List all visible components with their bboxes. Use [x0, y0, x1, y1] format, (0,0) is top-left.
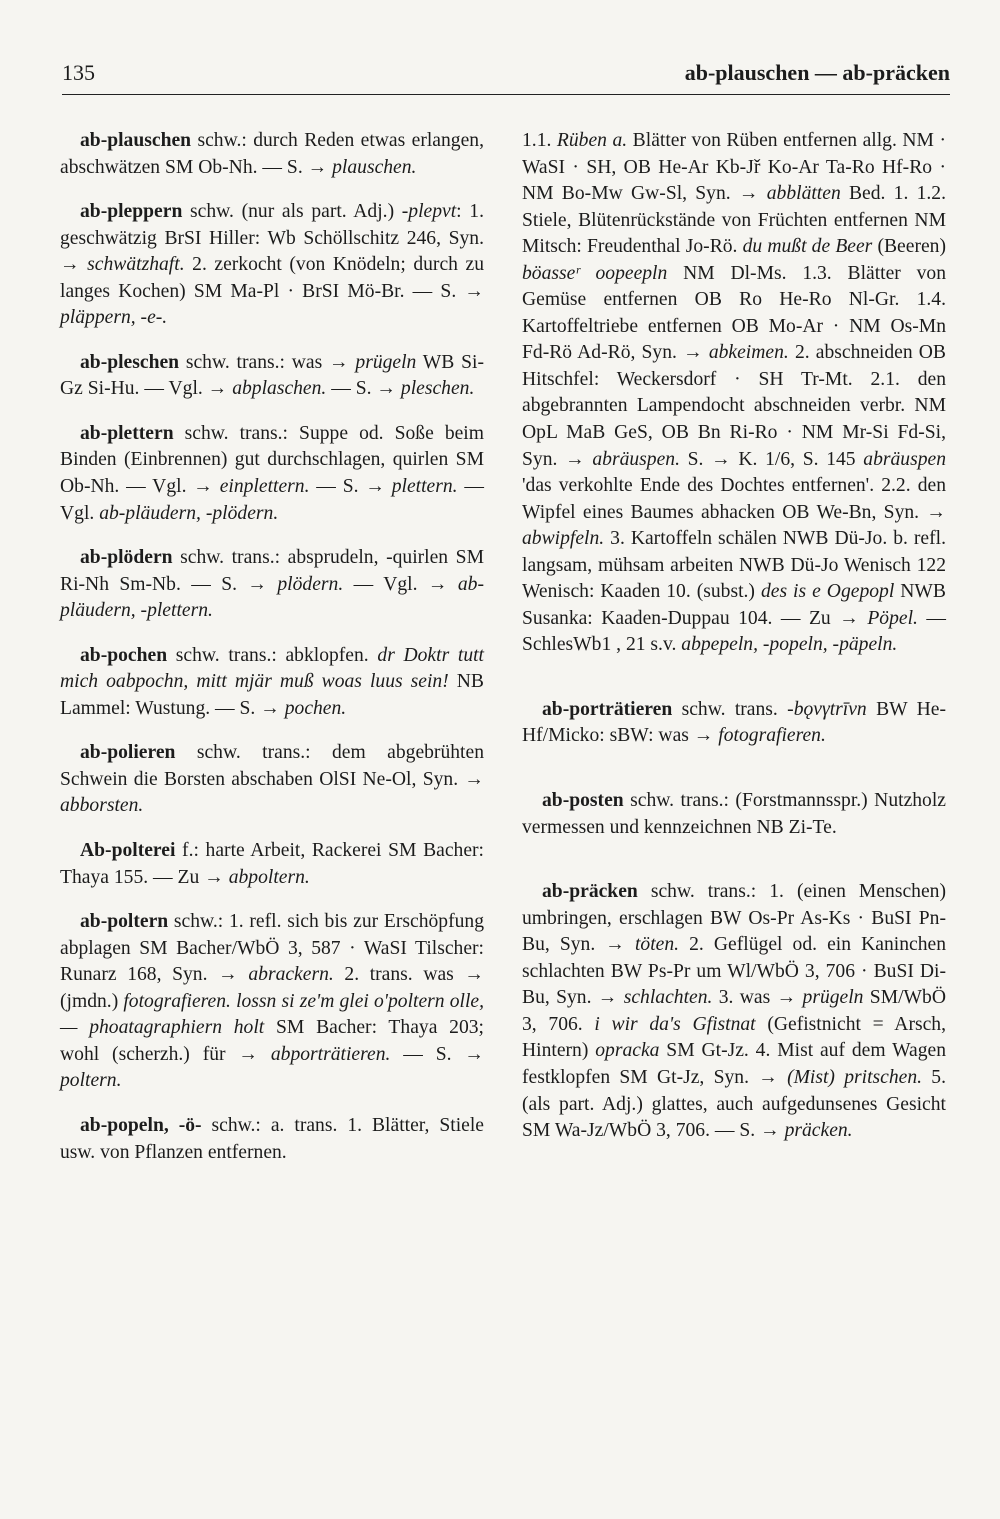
entry-text: NWB Susanka: Kaaden-Duppau 104. — Zu → — [522, 581, 946, 629]
italic-text: schlachten. — [623, 987, 713, 1009]
italic-text: abblätten — [766, 183, 841, 205]
entry-text: (Gefistnicht = Arsch, Hintern) — [522, 1013, 946, 1062]
entry-text: — Vgl. → — [343, 573, 458, 595]
entry-text: Bed. 1. 1.2. Stiele, Blütenrückstände von Früchten entfernen NM Mitsch: Freudenthal Jo-Rö. — [522, 183, 946, 258]
page-number: 135 — [62, 60, 95, 85]
right-column — [522, 128, 946, 1163]
entry-text: WB Si-Gz Si-Hu. — Vgl. → — [60, 351, 484, 400]
entry-text: schw. trans.: dem abgebrühten Schwein die Borsten abschaben OlSI Ne-Ol, Syn. → — [60, 742, 484, 790]
entry-text: Blätter von Rüben entfernen allg. NM · WaSI · SH, OB He-Ar Kb-Jř Ko-Ar Ta-Ro Hf-Ro · NM Bo-Mw Gw-Sl, Syn. → — [522, 130, 946, 205]
entry-text: 3. was → — [712, 987, 803, 1009]
italic-text: abpoltern. — [228, 866, 310, 888]
entry-text: SM Gt-Jz. 4. Mist auf dem Wagen festklopfen SM Gt-Jz, Syn. → — [522, 1040, 946, 1088]
italic-text: fotografieren. lossn si ze'm glei o'poltern olle, — phoatagraphiern holt — [60, 990, 484, 1039]
entry-text: — SchlesWb1 , 21 s.v. — [522, 607, 947, 656]
italic-text: abporträtieren. — [270, 1043, 391, 1065]
entry-text: 5. (als part. Adj.) glattes, auch aufgedunsenes Gesicht SM Wa-Jz/WbÖ 3, 706. — S. → — [522, 1066, 946, 1142]
dictionary-entry — [60, 909, 484, 1095]
italic-text: pleschen. — [400, 378, 475, 400]
dictionary-entry-continuation — [522, 128, 946, 659]
entry-text: 2. abschneiden OB Hitschfel: Weckersdorf · SH Tr-Mt. 2.1. den abgebrannten Lampendocht abschneiden verbr. NM OpL MaB GeS, OB Bn Ri-Ro · NM Mr-Si Fd-Si, Syn. → — [522, 342, 946, 470]
entry-text: schw. (nur als part. Adj.) — [182, 201, 402, 223]
italic-text: ab-pläudern, -plettern. — [60, 573, 484, 622]
headword: ab-pleschen — [80, 351, 180, 373]
headword: ab-porträtieren — [542, 698, 673, 720]
entry-text: — S. → — [309, 476, 392, 498]
italic-text: i wir da's Gfistnat — [594, 1013, 756, 1035]
italic-text: des is e Ogepopl — [760, 581, 895, 603]
italic-text: plödern. — [277, 573, 344, 595]
italic-text: plauschen. — [332, 156, 417, 178]
dictionary-entry — [60, 199, 484, 332]
italic-text: opracka — [595, 1040, 660, 1062]
entry-text: schw. trans.: (Forstmannsspr.) Nutzholz vermessen und kennzeichnen NB Zi-Te. — [522, 790, 946, 838]
italic-text: abpepeln, -popeln, -päpeln. — [681, 634, 898, 656]
entry-text: SM/WbÖ 3, 706. — [522, 987, 946, 1035]
italic-text: pläppern, -e-. — [60, 307, 168, 329]
entry-text: BW He-Hf/Micko: sBW: was → — [522, 698, 946, 747]
entry-text: NM Dl-Ms. 1.3. Blätter von Gemüse entfernen OB Ro He-Ro Nl-Gr. 1.4. Kartoffeltriebe entfernen OB Mo-Ar · NM Os-Mn Fd-Rö Ad-Rö, Syn. → — [522, 262, 946, 364]
entry-text: : 1. geschwätzig BrSI Hiller: Wb Schöllschitz 246, Syn. → — [60, 201, 484, 276]
entry-text: schw. trans.: 1. (einen Menschen) umbringen, erschlagen BW Os-Pr As-Ks · BuSI Pn-Bu, Syn. → — [522, 881, 946, 956]
headword: ab-plauschen — [80, 130, 192, 151]
italic-text: schwätzhaft. — [87, 254, 185, 276]
dictionary-entry — [60, 740, 484, 820]
entry-text: schw. trans.: was → — [179, 351, 356, 373]
italic-text: fotografieren. — [718, 725, 826, 747]
headword: ab-pochen — [80, 644, 168, 666]
entry-text: (Beeren) — [872, 236, 946, 258]
entry-text: — S. → — [326, 378, 401, 400]
entry-text: schw. trans.: Suppe od. Soße beim Binden (Einbrennen) gut durchschlagen, quirlen SM Ob-Nh. — Vgl. → — [60, 422, 484, 498]
dictionary-entry — [60, 838, 484, 891]
dictionary-entry — [522, 788, 946, 841]
italic-text: böasseʳ oopeepln — [522, 262, 668, 284]
entry-text: 3. Kartoffeln schälen NWB Dü-Jo. b. refl. langsam, mühsam arbeiten NWB Dü-Jo Wenisch 122 Wenisch: Kaaden 10. (subst.) — [522, 528, 946, 603]
dictionary-entry — [60, 1113, 484, 1166]
entry-text: SM Bacher: Thaya 203; wohl (scherzh.) für → — [60, 1017, 484, 1065]
entry-text: 2. Geflügel od. ein Kaninchen schlachten BW Ps-Pr um Wl/WbÖ 3, 706 · BuSI Di-Bu, Syn. → — [522, 934, 946, 1009]
italic-text: abwipfeln. — [522, 528, 605, 550]
dictionary-entry — [522, 697, 946, 750]
entry-text: 2. zerkocht (von Knödeln; durch zu langes Kochen) SM Ma-Pl · BrSI Mö-Br. — S. → — [60, 254, 484, 302]
headword: ab-posten — [542, 790, 624, 812]
italic-text: plettern. — [391, 476, 458, 498]
headword: ab-pleppern — [80, 201, 183, 223]
entry-text: schw.: 1. refl. sich bis zur Erschöpfung abplagen SM Bacher/WbÖ 3, 587 · WaSI Tilscher: Runarz 168, Syn. → — [60, 911, 484, 986]
italic-text: abräuspen. — [592, 448, 680, 470]
entry-text: schw. trans. — [672, 698, 788, 720]
headword: ab-poltern — [80, 911, 169, 933]
italic-text: ab-pläudern, -plödern. — [99, 502, 279, 524]
headword: ab-plödern — [80, 547, 173, 569]
entry-text: NB Lammel: Wustung. — S. → — [60, 671, 484, 719]
entry-text: schw.: a. trans. 1. Blätter, Stiele usw. von Pflanzen entfernen. — [60, 1114, 484, 1163]
left-column — [60, 128, 484, 1184]
entry-text: f.: harte Arbeit, Rackerei SM Bacher: Thaya 155. — Zu → — [60, 840, 484, 888]
italic-text: abräuspen — [863, 448, 946, 470]
italic-text: poltern. — [60, 1070, 122, 1092]
entry-text: schw. trans.: absprudeln, -quirlen SM Ri-Nh Sm-Nb. — S. → — [60, 547, 484, 595]
dictionary-entry — [60, 128, 484, 181]
italic-text: -bǫvγtrīvn — [787, 698, 867, 720]
italic-text: prügeln — [802, 987, 864, 1009]
italic-text: präcken. — [784, 1120, 853, 1142]
headword: ab-polieren — [80, 742, 176, 764]
dictionary-entry — [60, 350, 484, 403]
italic-text: dr Doktr tutt mich oabpochn, mitt mjär muß woas luus sein! — [60, 644, 485, 693]
italic-text: abplaschen. — [232, 378, 327, 400]
dictionary-entry — [60, 643, 484, 723]
page-header — [62, 60, 950, 90]
italic-text: pochen. — [284, 697, 347, 719]
dictionary-entry — [60, 545, 484, 625]
italic-text: abrackern. — [248, 964, 334, 986]
dictionary-entry — [522, 879, 946, 1144]
header-rule — [62, 94, 950, 95]
italic-text: abkeimen. — [708, 342, 789, 364]
entry-text: — Vgl. — [60, 476, 484, 524]
italic-text: Pöpel. — [867, 607, 918, 629]
entry-text: schw. trans.: abklopfen. — [167, 644, 378, 666]
italic-text: prügeln — [355, 351, 417, 373]
entry-text: 'das verkohlte Ende des Dochtes entfernen'. 2.2. den Wipfel eines Baumes abhacken OB We-Bn, Syn. → — [522, 475, 946, 523]
italic-text: du mußt de Beer — [742, 236, 873, 258]
italic-text: töten. — [634, 934, 680, 956]
headword: Ab-polterei — [80, 840, 176, 862]
entry-text: S. → K. 1/6, S. 145 — [679, 448, 864, 470]
entry-text: 2. trans. was → (jmdn.) — [60, 964, 485, 1012]
italic-text: einplettern. — [219, 476, 310, 498]
italic-text: Rüben a. — [556, 130, 628, 151]
entry-text: schw.: durch Reden etwas erlangen, abschwätzen SM Ob-Nh. — S. → — [60, 130, 484, 178]
headword: ab-popeln, -ö- — [80, 1114, 202, 1136]
italic-text: abborsten. — [60, 795, 144, 817]
italic-text: (Mist) pritschen. — [787, 1066, 923, 1088]
running-head: ab-plauschen — ab-präcken — [684, 60, 950, 85]
entry-text: 1.1. — [522, 130, 557, 151]
dictionary-entry — [60, 421, 484, 527]
italic-text: -plepvt — [401, 201, 457, 223]
headword: ab-plettern — [80, 422, 174, 444]
headword: ab-präcken — [542, 881, 638, 903]
entry-text: — S. → — [390, 1043, 484, 1065]
